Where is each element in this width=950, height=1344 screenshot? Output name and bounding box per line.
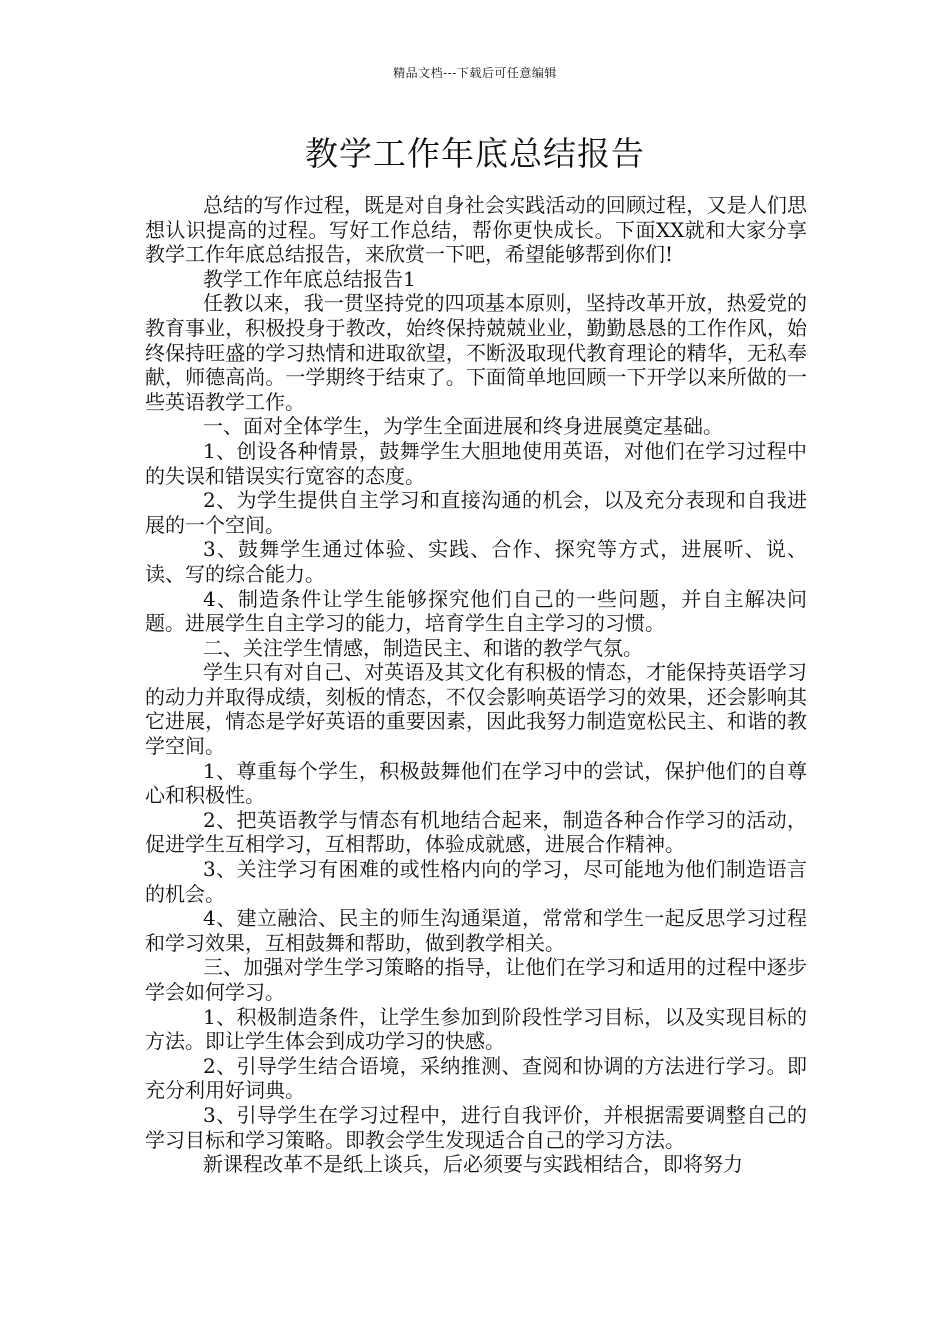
list-item: 2、引导学生结合语境，采纳推测、查阅和协调的方法进行学习。即充分利用好词典。 bbox=[145, 1053, 807, 1103]
paragraph-report-heading: 教学工作年底总结报告1 bbox=[203, 266, 416, 291]
list-item: 3、鼓舞学生通过体验、实践、合作、探究等方式，进展听、说、读、写的综合能力。 bbox=[145, 537, 807, 586]
list-item: 1、积极制造条件，让学生参加到阶段性学习目标，以及实现目标的方法。即让学生体会到成功学习的快感。 bbox=[145, 1004, 807, 1054]
list-item: 4、建立融洽、民主的师生沟通渠道，常常和学生一起反思学习过程和学习效果，互相鼓舞和帮助，做到教学相关。 bbox=[145, 906, 807, 955]
list-item: 4、制造条件让学生能够探究他们自己的一些问题，并自主解决问题。进展学生自主学习的能力，培育学生自主学习的习惯。 bbox=[145, 586, 807, 636]
list-item: 2、为学生提供自主学习和直接沟通的机会，以及充分表现和自我进展的一个空间。 bbox=[145, 488, 807, 537]
paragraph-intro: 总结的写作过程，既是对自身社会实践活动的回顾过程，又是人们思想认识提高的过程。写好工作总结，帮你更快成长。下面XX就和大家分享教学工作年底总结报告，来欣赏一下吧，希望能够帮到你们! bbox=[145, 193, 807, 267]
paragraph: 新课程改革不是纸上谈兵，后必须要与实践相结合，即将努力 bbox=[203, 1152, 743, 1177]
list-item: 1、尊重每个学生，积极鼓舞他们在学习中的尝试，保护他们的自尊心和积极性。 bbox=[145, 758, 807, 808]
list-item: 3、引导学生在学习过程中，进行自我评价，并根据需要调整自己的学习目标和学习策略。即教会学生发现适合自己的学习方法。 bbox=[145, 1102, 807, 1152]
list-item: 1、创设各种情景，鼓舞学生大胆地使用英语，对他们在学习过程中的失误和错误实行宽容的态度。 bbox=[145, 438, 807, 488]
header-note: 精品文档---下载后可任意编辑 bbox=[393, 66, 557, 80]
paragraph: 学生只有对自己、对英语及其文化有积极的情态，才能保持英语学习的动力并取得成绩，刻板的情态，不仅会影响英语学习的效果，还会影响其它进展，情态是学好英语的重要因素，因此我努力制造宽松民主、和谐的教学空间。 bbox=[145, 660, 807, 759]
document-title: 教学工作年底总结报告 bbox=[305, 134, 645, 173]
section-heading: 三、加强对学生学习策略的指导，让他们在学习和适用的过程中逐步学会如何学习。 bbox=[145, 955, 807, 1004]
document-body bbox=[145, 193, 807, 1177]
paragraph: 任教以来，我一贯坚持党的四项基本原则，坚持改革开放，热爱党的教育事业，积极投身于教改，始终保持兢兢业业，勤勤恳恳的工作作风，始终保持旺盛的学习热情和进取欲望，不断汲取现代教育理论的精华，无私奉献，师德高尚。一学期终于结束了。下面简单地回顾一下开学以来所做的一些英语教学工作。 bbox=[145, 291, 807, 414]
section-heading: 一、面对全体学生，为学生全面进展和终身进展奠定基础。 bbox=[203, 414, 723, 439]
section-heading: 二、关注学生情感，制造民主、和谐的教学气氛。 bbox=[203, 635, 643, 660]
list-item: 3、关注学习有困难的或性格内向的学习，尽可能地为他们制造语言的机会。 bbox=[145, 857, 807, 906]
list-item: 2、把英语教学与情态有机地结合起来，制造各种合作学习的活动，促进学生互相学习，互相帮助，体验成就感，进展合作精神。 bbox=[145, 807, 807, 857]
